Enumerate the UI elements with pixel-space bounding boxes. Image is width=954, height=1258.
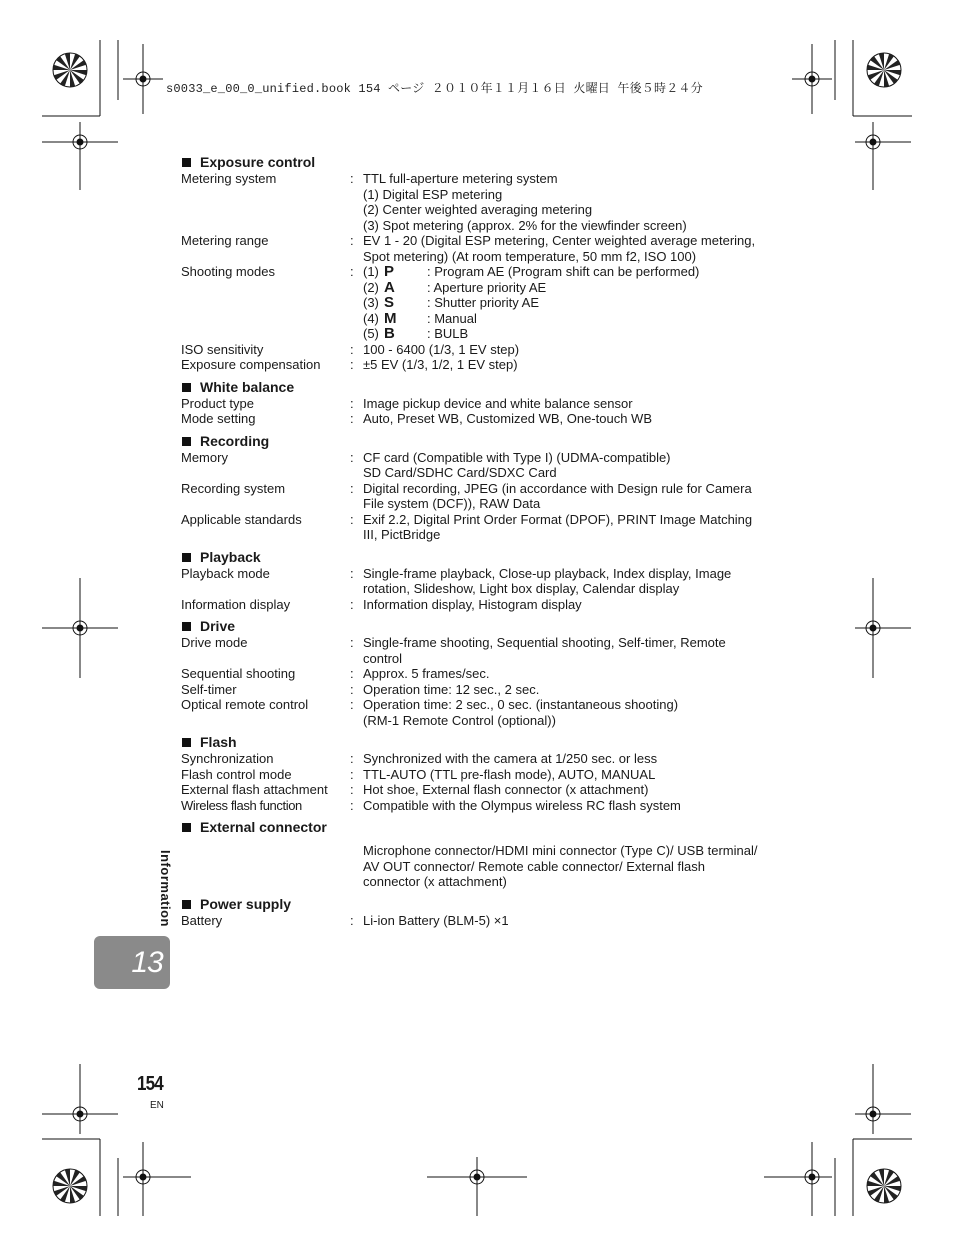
- spec-label: ISO sensitivity: [181, 341, 264, 357]
- spec-value: [363, 264, 781, 342]
- spec-label: Product type: [181, 395, 254, 411]
- spec-value: Synchronized with the camera at 1/250 sec. or less: [363, 751, 658, 766]
- spec-value: Operation time: 2 sec., 0 sec. (instantaneous shooting) (RM-1 Remote Control (optional)): [363, 697, 679, 728]
- spec-row-synchronization: Synchronization : Synchronized with the camera at 1/250 sec. or less: [181, 751, 781, 767]
- section-white-balance: White balance: [181, 379, 781, 396]
- section-drive: Drive: [181, 618, 781, 635]
- spec-label: Information display: [181, 596, 291, 612]
- spec-label: Recording system: [181, 480, 286, 496]
- spec-value: Digital recording, JPEG (in accordance with Design rule for Camera File system (DCF)), RAW Data: [363, 480, 752, 511]
- bullet-square-icon: [182, 437, 191, 446]
- bullet-square-icon: [182, 553, 191, 562]
- spec-row-flash-control-mode: Flash control mode : TTL-AUTO (TTL pre-flash mode), AUTO, MANUAL: [181, 767, 781, 783]
- spec-value: EV 1 - 20 (Digital ESP metering, Center weighted average metering, Spot metering) (At room temperature, 50 mm f2, ISO 100): [363, 233, 756, 264]
- section-power-supply: Power supply: [181, 896, 781, 913]
- spec-label: Mode setting: [181, 411, 256, 426]
- spec-label: Optical remote control: [181, 697, 309, 712]
- spec-value: Microphone connector/HDMI mini connector (Type C)/ USB terminal/ AV OUT connector/ Remote cable connector/ External flash connector (x attachment): [363, 843, 758, 889]
- spec-row-mode-setting: Mode setting : Auto, Preset WB, Customized WB, One-touch WB: [181, 411, 781, 427]
- spec-label: Battery: [181, 912, 223, 928]
- spec-label: Shooting modes: [181, 264, 275, 279]
- spec-row-sequential-shooting: Sequential shooting : Approx. 5 frames/sec.: [181, 666, 781, 682]
- spec-value: Hot shoe, External flash connector (x attachment): [363, 782, 649, 797]
- spec-value: TTL full-aperture metering system (1) Digital ESP metering (2) Center weighted averaging metering (3) Spot metering (approx. 2% for the viewfinder screen): [363, 171, 687, 233]
- spec-value: Image pickup device and white balance sensor: [363, 395, 633, 411]
- spec-row-drive-mode: Drive mode : Single-frame shooting, Sequential shooting, Self-timer, Remote control: [181, 635, 781, 666]
- spec-row-applicable-standards: Applicable standards : Exif 2.2, Digital Print Order Format (DPOF), PRINT Image Matching III, PictBridge: [181, 512, 781, 543]
- spec-row-shooting-modes: Shooting modes : (1) P : Program AE (Program shift can be performed) (2) A : Aperture priority AE (3) S : Shutter priority AE (4) M : Manual (5) B : BULB: [181, 264, 781, 342]
- spec-row-product-type: Product type : Image pickup device and white balance sensor: [181, 396, 781, 412]
- shooting-mode-s: (3) S : Shutter priority AE: [363, 294, 539, 311]
- print-info-line: s0033_e_00_0_unified.book 154 ページ ２０１０年１１月１６日 火曜日 午後５時２４分: [166, 82, 703, 96]
- spec-content: [181, 154, 781, 928]
- bullet-square-icon: [182, 622, 191, 631]
- section-recording: Recording: [181, 433, 781, 450]
- spec-label: Sequential shooting: [181, 666, 296, 681]
- spec-label: Wireless flash function: [181, 797, 302, 813]
- spec-value: Auto, Preset WB, Customized WB, One-touch WB: [363, 411, 652, 426]
- section-external-connector: External connector: [181, 819, 781, 836]
- spec-row-external-flash: External flash attachment : Hot shoe, External flash connector (x attachment): [181, 782, 781, 798]
- spec-label: Memory: [181, 449, 228, 465]
- section-playback: Playback: [181, 549, 781, 566]
- spec-value: Operation time: 12 sec., 2 sec.: [363, 681, 540, 697]
- spec-value: CF card (Compatible with Type I) (UDMA-compatible) SD Card/SDHC Card/SDXC Card: [363, 449, 671, 480]
- spec-row-recording-system: Recording system : Digital recording, JPEG (in accordance with Design rule for Camera File system (DCF)), RAW Data: [181, 481, 781, 512]
- bullet-square-icon: [182, 158, 191, 167]
- spec-value: Compatible with the Olympus wireless RC flash system: [363, 797, 681, 813]
- spec-value: Exif 2.2, Digital Print Order Format (DPOF), PRINT Image Matching III, PictBridge: [363, 511, 753, 542]
- bullet-square-icon: [182, 823, 191, 832]
- spec-row-metering-range: Metering range : EV 1 - 20 (Digital ESP metering, Center weighted average metering, Spot metering) (At room temperature, 50 mm f2, ISO 100): [181, 233, 781, 264]
- spec-label: Metering system: [181, 171, 277, 186]
- spec-value: ±5 EV (1/3, 1/2, 1 EV step): [363, 357, 518, 372]
- spec-value: Information display, Histogram display: [363, 596, 582, 612]
- spec-label: Exposure compensation: [181, 357, 321, 372]
- shooting-mode-b: (5) B : BULB: [363, 325, 469, 342]
- spec-row-wireless-flash: Wireless flash function : Compatible with the Olympus wireless RC flash system: [181, 798, 781, 814]
- chapter-side-label: Information: [158, 850, 173, 927]
- chapter-tab: 13: [94, 936, 170, 989]
- spec-row-memory: Memory : CF card (Compatible with Type I) (UDMA-compatible) SD Card/SDHC Card/SDXC Card: [181, 450, 781, 481]
- spec-row-self-timer: Self-timer : Operation time: 12 sec., 2 sec.: [181, 682, 781, 698]
- spec-row-metering-system: Metering system : TTL full-aperture metering system (1) Digital ESP metering (2) Center weighted averaging metering (3) Spot metering (approx. 2% for the viewfinder screen): [181, 171, 781, 233]
- spec-label: Flash control mode: [181, 766, 292, 782]
- spec-label: Applicable standards: [181, 511, 302, 527]
- bullet-square-icon: [182, 900, 191, 909]
- spec-value: TTL-AUTO (TTL pre-flash mode), AUTO, MANUAL: [363, 766, 656, 782]
- page-language: EN: [150, 1100, 164, 1111]
- spec-label: Metering range: [181, 233, 269, 248]
- spec-row-optical-remote-control: Optical remote control : Operation time: 2 sec., 0 sec. (instantaneous shooting) (RM-1 Remote Control (optional)): [181, 697, 781, 728]
- spec-row-information-display: Information display : Information display, Histogram display: [181, 597, 781, 613]
- spec-value: 100 - 6400 (1/3, 1 EV step): [363, 341, 520, 357]
- shooting-mode-a: (2) A : Aperture priority AE: [363, 278, 547, 296]
- spec-row-battery: Battery : Li-ion Battery (BLM-5) ×1: [181, 913, 781, 929]
- spec-label: Self-timer: [181, 681, 237, 697]
- page-number: 154: [137, 1073, 163, 1095]
- shooting-mode-p: (1) P : Program AE (Program shift can be performed): [363, 263, 700, 280]
- section-exposure-control: Exposure control: [181, 154, 781, 171]
- spec-row-external-connector: [181, 843, 781, 890]
- spec-value: Single-frame playback, Close-up playback, Index display, Image rotation, Slideshow, Light box display, Calendar display: [363, 565, 732, 596]
- spec-label: Drive mode: [181, 635, 248, 650]
- spec-row-exposure-compensation: Exposure compensation : ±5 EV (1/3, 1/2, 1 EV step): [181, 357, 781, 373]
- spec-row-playback-mode: Playback mode : Single-frame playback, Close-up playback, Index display, Image rotation, Slideshow, Light box display, Calendar display: [181, 566, 781, 597]
- spec-value: Single-frame shooting, Sequential shooting, Self-timer, Remote control: [363, 635, 726, 666]
- section-flash: Flash: [181, 734, 781, 751]
- bullet-square-icon: [182, 738, 191, 747]
- spec-value: Approx. 5 frames/sec.: [363, 666, 490, 681]
- shooting-mode-m: (4) M : Manual: [363, 309, 477, 327]
- spec-label: Synchronization: [181, 751, 274, 766]
- spec-value: Li-ion Battery (BLM-5) ×1: [363, 912, 509, 928]
- spec-label: Playback mode: [181, 565, 270, 581]
- spec-label: External flash attachment: [181, 782, 328, 797]
- bullet-square-icon: [182, 383, 191, 392]
- spec-row-iso: ISO sensitivity : 100 - 6400 (1/3, 1 EV step): [181, 342, 781, 358]
